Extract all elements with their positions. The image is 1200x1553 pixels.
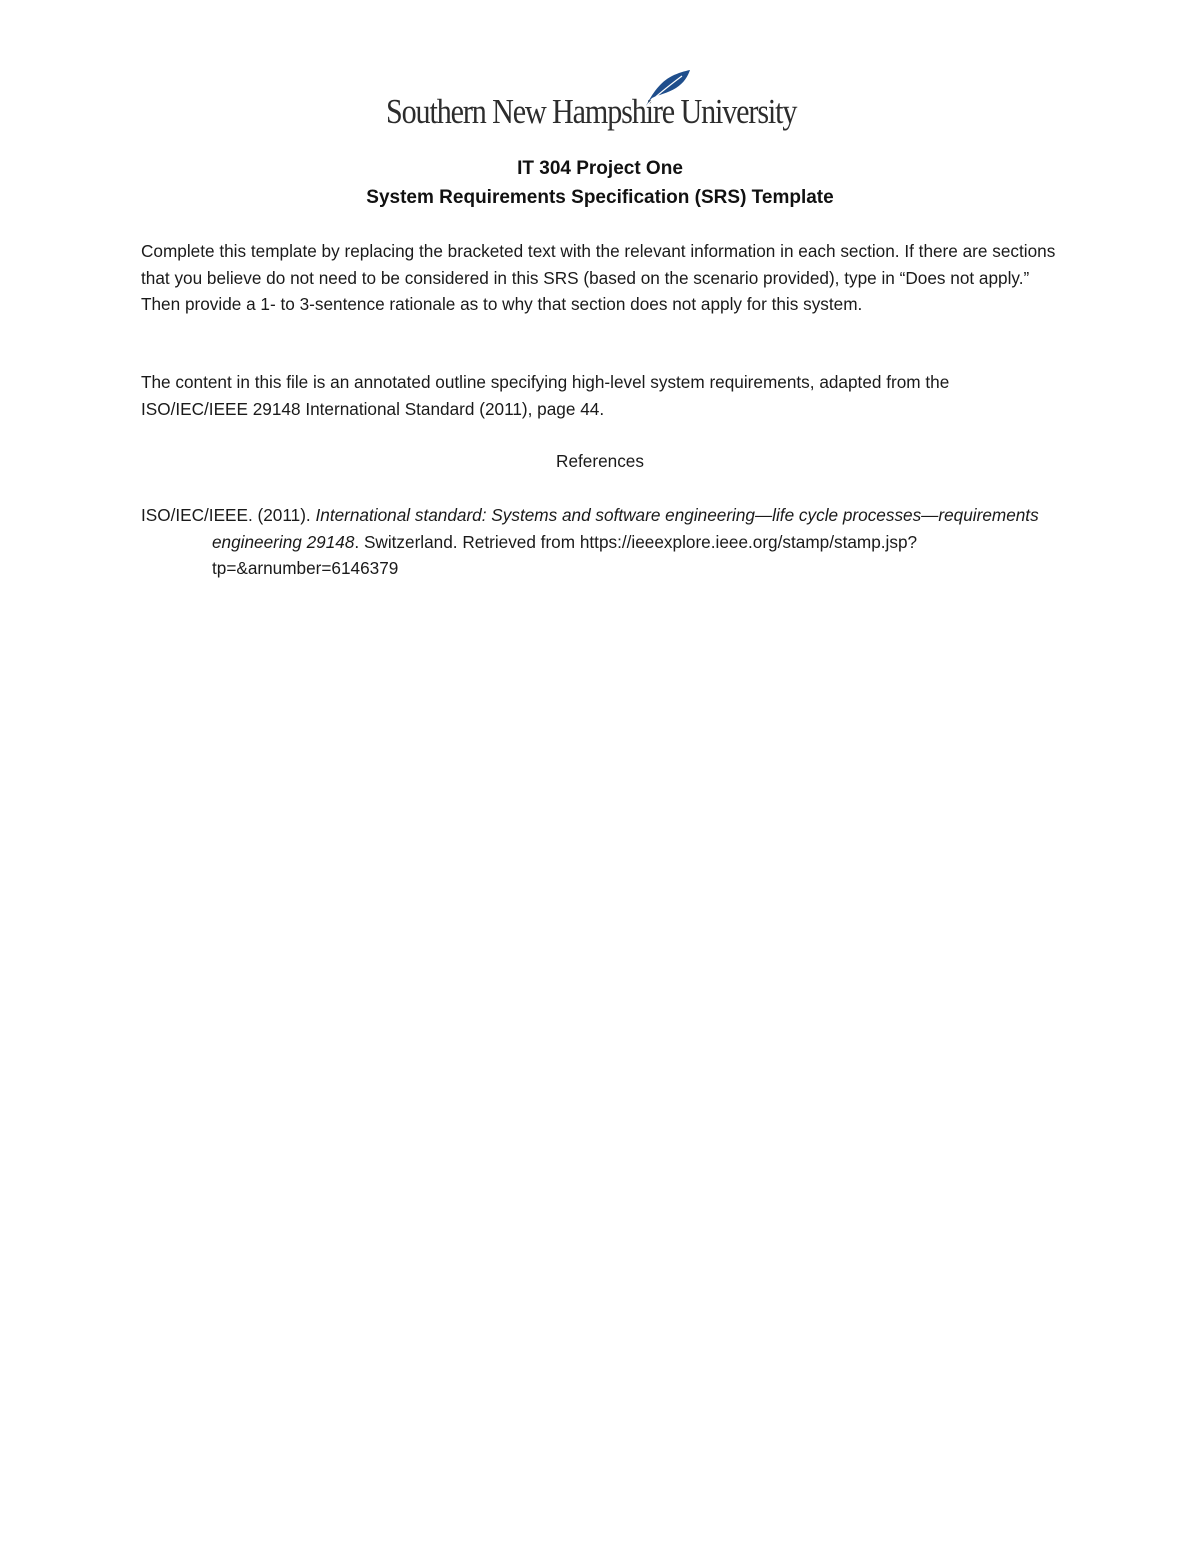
references-heading: References: [556, 451, 644, 471]
content-description-paragraph: The content in this file is an annotated outline specifying high-level system requirements, adapted from the ISO/IEC/IEEE 29148 International Standard (2011), page 44.: [141, 372, 950, 419]
reference-source: . Switzerland. Retrieved from https://ieeexplore.ieee.org/stamp/stamp.jsp?tp=&arnumber=6146379: [212, 531, 918, 578]
leaf-icon: [642, 68, 692, 108]
university-logo: [386, 68, 816, 138]
title-course: IT 304 Project One: [517, 158, 683, 179]
reference-author-year: ISO/IEC/IEEE. (2011).: [141, 505, 316, 525]
reference-entry: [141, 502, 1056, 582]
instructions-paragraph: Complete this template by replacing the bracketed text with the relevant information in each section. If there are sections that you believe do not need to be considered in this SRS (based on the scenario provided), type in “Does not apply.” Then provide a 1- to 3-sentence rationale as to why that section does not apply for this system.: [141, 241, 1056, 314]
reference-title: International standard: Systems and software engineering—life cycle processes—requirements engineering 29148: [212, 505, 1039, 552]
title-template-name: System Requirements Specification (SRS) Template: [366, 187, 834, 208]
logo-wordmark: Southern New Hampshire University: [386, 92, 797, 131]
document-title: [0, 154, 1200, 212]
